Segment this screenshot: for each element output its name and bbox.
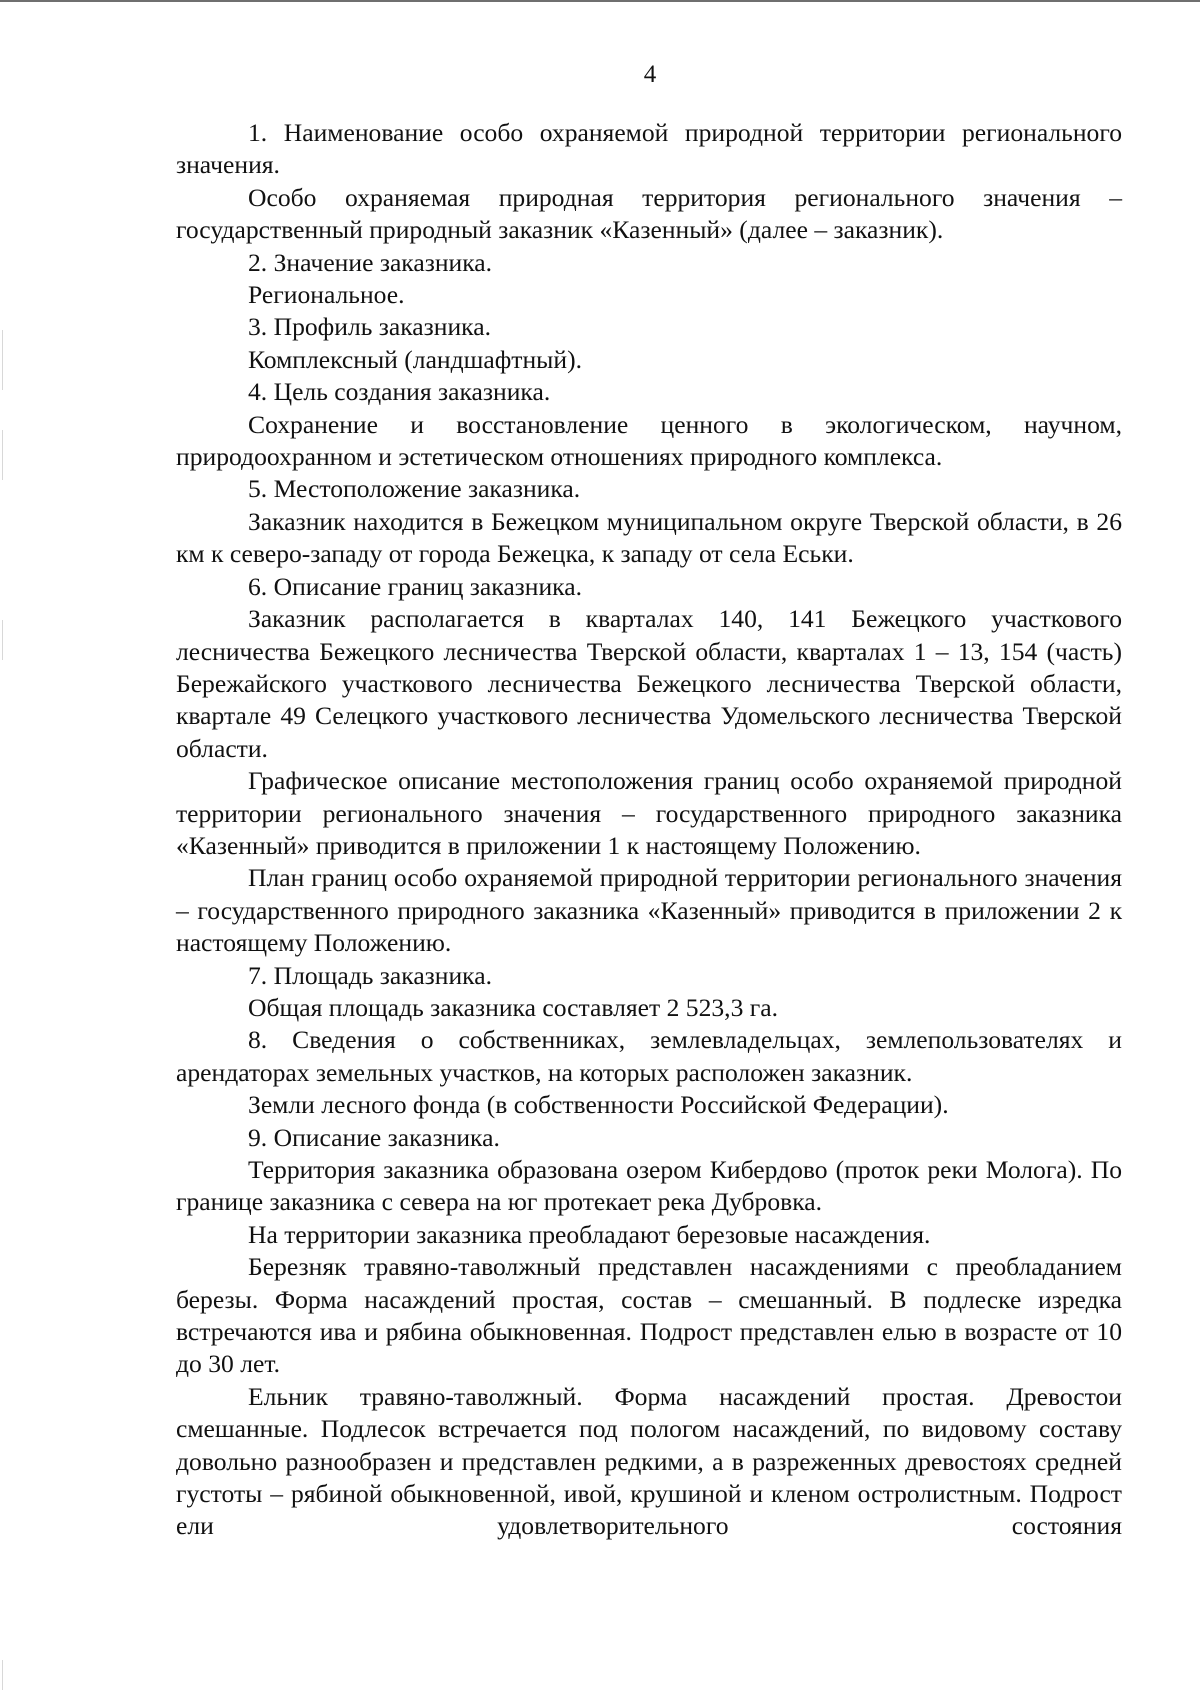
paragraph-purpose-text: Сохранение и восстановление ценного в экологическом, научном, природоохранном и эстетическом отношениях природного комплекса.: [176, 409, 1122, 472]
section-heading-owners: 8. Сведения о собственниках, землевладельцах, землепользователях и арендаторах земельных участков, на которых расположен заказник.: [176, 1025, 1122, 1087]
paragraph-profile-text: Комплексный (ландшафтный).: [248, 344, 582, 374]
section-heading-location: 5. Местоположение заказника.: [248, 474, 581, 504]
paragraph-location-text: Заказник находится в Бежецком муниципальном округе Тверской области, в 26 км к северо-западу от города Бежецка, к западу от села Еськи.: [176, 506, 1122, 569]
section-heading-purpose: 4. Цель создания заказника.: [248, 377, 551, 407]
paragraph-area-text: Общая площадь заказника составляет 2 523,3 га.: [248, 992, 779, 1022]
page-number: 4: [643, 61, 657, 88]
paragraph-dominant-stands: На территории заказника преобладают березовые насаждения.: [248, 1219, 931, 1249]
section-heading-boundaries: 6. Описание границ заказника.: [248, 571, 582, 601]
document-body: [176, 117, 1122, 1543]
section-heading-profile: 3. Профиль заказника.: [248, 312, 491, 342]
scan-artifact: [2, 1660, 3, 1690]
section-heading-name: 1. Наименование особо охраняемой природной территории регионального значения.: [176, 118, 1122, 180]
paragraph-spruce-forest: Ельник травяно-таволжный. Форма насаждений простая. Древостои смешанные. Подлесок встречается под пологом насаждений, по видовому составу довольно разнообразен и представлен редкими, а в разреженных древостоях средней густоты – рябиной обыкновенной, ивой, крушиной и кленом остролистным. Подрост ели удовлетворительного состояния: [176, 1381, 1122, 1541]
paragraph-boundaries-text: Заказник располагается в кварталах 140, 141 Бежецкого участкового лесничества Бежецкого лесничества Тверской области, кварталах 1 – 13, 154 (часть) Бережайского участкового лесничества Бежецкого лесничества Тверской области, квартале 49 Селецкого участкового лесничества Удомельского лесничества Тверской области.: [176, 604, 1122, 763]
paragraph-birch-forest: Березняк травяно-таволжный представлен насаждениями с преобладанием березы. Форма насаждений простая, состав – смешанный. В подлеске изредка встречаются ива и рябина обыкновенная. Подрост представлен елью в возрасте от 10 до 30 лет.: [176, 1252, 1122, 1379]
section-heading-description: 9. Описание заказника.: [248, 1122, 500, 1152]
scan-artifact: [2, 620, 3, 660]
paragraph-name-text: Особо охраняемая природная территория регионального значения – государственный природный заказник «Казенный» (далее – заказник).: [176, 182, 1122, 245]
scan-artifact: [2, 430, 3, 480]
section-heading-significance: 2. Значение заказника.: [248, 247, 493, 277]
paragraph-owners-text: Земли лесного фонда (в собственности Российской Федерации).: [248, 1090, 949, 1120]
paragraph-graphic-description: Графическое описание местоположения границ особо охраняемой природной территории регионального значения – государственного природного заказника «Казенный» приводится в приложении 1 к настоящему Положению.: [176, 766, 1122, 860]
paragraph-boundary-plan: План границ особо охраняемой природной территории регионального значения – государственного природного заказника «Казенный» приводится в приложении 2 к настоящему Положению.: [176, 863, 1122, 958]
page-top-edge: [0, 0, 1200, 2]
paragraph-significance-text: Региональное.: [248, 280, 405, 310]
paragraph-territory-text: Территория заказника образована озером Кибердово (проток реки Молога). По границе заказника с севера на юг протекает река Дубровка.: [176, 1155, 1122, 1217]
section-heading-area: 7. Площадь заказника.: [248, 960, 492, 990]
scan-artifact: [2, 330, 3, 390]
